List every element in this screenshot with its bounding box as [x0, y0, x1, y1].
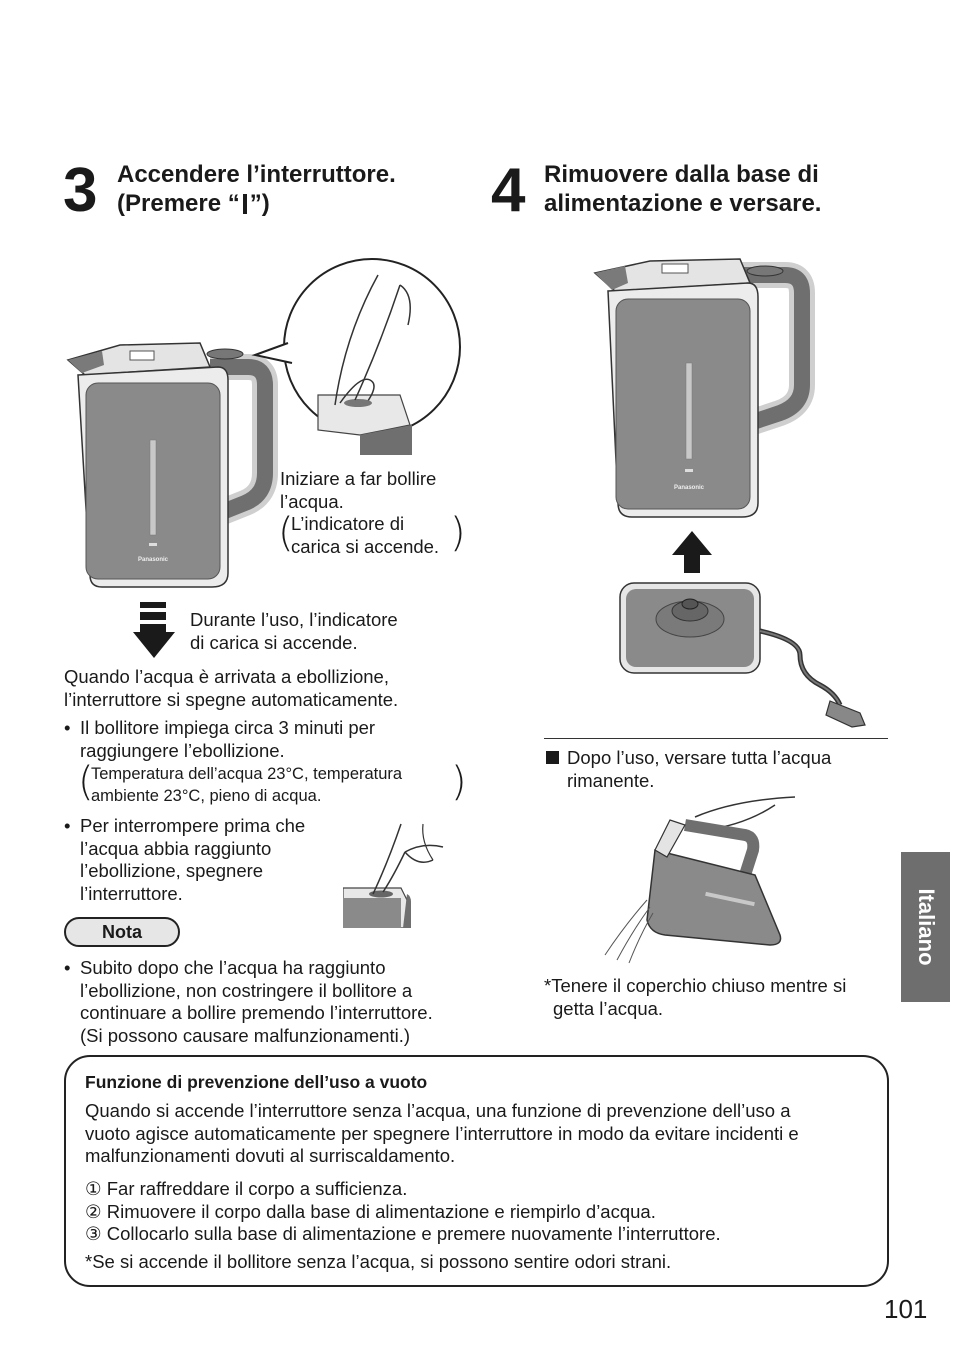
kettle-brand-text: Panasonic [673, 485, 705, 491]
paren-left: ( [278, 510, 294, 556]
step-3-number: 3 [63, 156, 96, 225]
step-4-title-line2: alimentazione e versare. [544, 190, 822, 217]
page-number: 101 [884, 1294, 928, 1324]
kettle-remove-from-base-illustration [590, 255, 880, 735]
step-4-title-line1: Rimuovere dalla base di [544, 161, 819, 188]
step-3-title-line1: Accendere l’interruttore. [117, 161, 396, 188]
kettle-pouring-illustration [595, 795, 800, 965]
paren-right: ) [450, 510, 466, 556]
step-4-title [544, 160, 904, 218]
indicator-on-text: L’indicatore di carica si accende. [291, 513, 440, 557]
switch-off-illustration [343, 822, 463, 928]
section-divider [544, 738, 888, 739]
bullet-boil-time: Il bollitore impiega circa 3 minuti per raggiungere l’ebollizione. [80, 717, 376, 761]
keep-lid-closed-text: *Tenere il coperchio chiuso mentre si getta l’acqua. [544, 975, 847, 1019]
dry-boil-step-2: ② Rimuovere il corpo dalla base di alimentazione e riempirlo d’acqua. [85, 1200, 656, 1222]
paren-left: ( [78, 759, 94, 805]
after-use-text: Dopo l’uso, versare tutta l’acqua rimanente. [567, 747, 832, 791]
paren-right: ) [451, 759, 467, 805]
auto-off-text: Quando l’acqua è arrivata a ebollizione, l’interruttore si spegne automaticamente. [64, 666, 399, 710]
language-tab [901, 852, 950, 1002]
bullet-dot: • [64, 957, 71, 978]
bullet-dot: • [64, 717, 71, 738]
step-3-title [117, 160, 457, 218]
kettle-brand-text: Panasonic [137, 557, 169, 563]
dry-boil-steps [85, 1178, 885, 1246]
boil-conditions-text: Temperatura dell’acqua 23°C, temperatura ambiente 23°C, pieno di acqua. [91, 765, 403, 805]
dry-boil-intro: Quando si accende l’interruttore senza l’acqua, una funzione di prevenzione dell’uso a vuoto agisce automaticamente per spegnere l’interruttore in modo da evitare incidenti e malfunzionamenti dovuti al surriscaldamento. [85, 1100, 799, 1166]
dry-boil-step-3: ③ Collocarlo sulla base di alimentazione e premere nuovamente l’interruttore. [85, 1223, 721, 1244]
bullet-dot: • [64, 815, 71, 836]
down-arrow-icon [133, 600, 175, 662]
power-symbol-icon [243, 194, 247, 214]
step-3-title-line2: (Premere “ ”) [117, 190, 270, 217]
nota-label: Nota [64, 917, 180, 947]
dry-boil-step-1: ① Far raffreddare il corpo a sufficienza. [85, 1178, 408, 1199]
dry-boil-note: *Se si accende il bollitore senza l’acqua, si possono sentire odori strani. [85, 1251, 672, 1272]
dry-boil-protection-box [64, 1055, 889, 1287]
nota-text: Subito dopo che l’acqua ha raggiunto l’ebollizione, non costringere il bollitore a continuare a bollire premendo l’interruttore. (Si possono causare malfunzionamenti.) [80, 957, 433, 1046]
step-4-number: 4 [491, 156, 524, 225]
square-bullet-icon [546, 751, 559, 764]
during-use-text: Durante l’uso, l’indicatore di carica si accende. [190, 609, 398, 653]
start-boil-text: Iniziare a far bollire l’acqua. [280, 468, 437, 512]
language-tab-label: Italiano [913, 888, 939, 966]
dry-boil-title: Funzione di prevenzione dell’uso a vuoto [85, 1072, 428, 1092]
bullet-stop-early: Per interrompere prima che l’acqua abbia raggiunto l’ebollizione, spegnere l’interruttore. [80, 815, 306, 904]
